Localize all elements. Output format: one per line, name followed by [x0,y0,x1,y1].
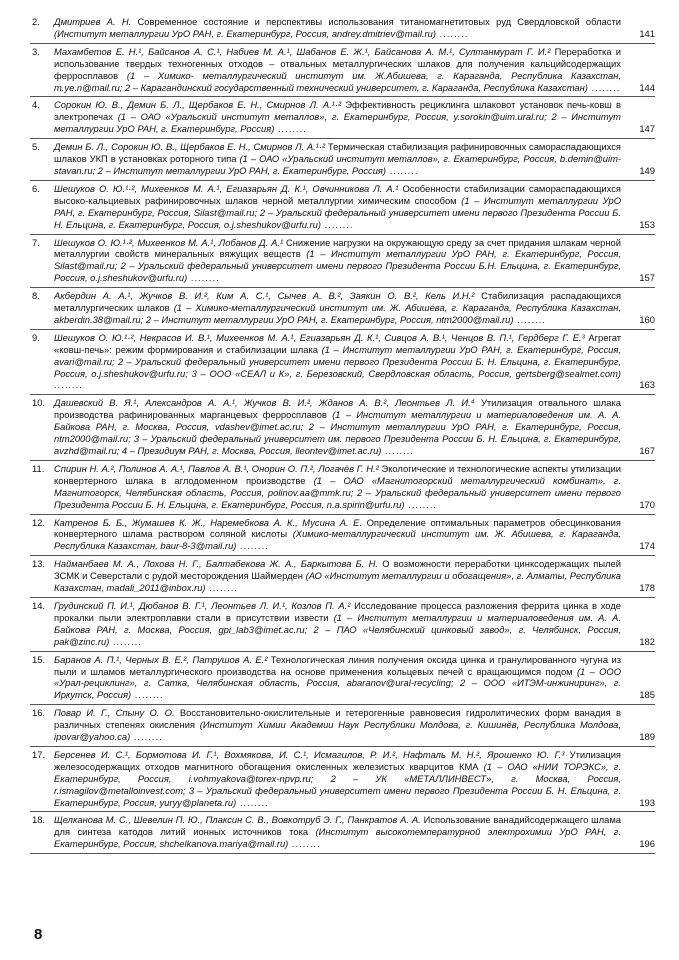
entry-authors: Найманбаев М. А., Лохова Н. Г., Балтабекова Ж. А., Баркытова Б. Н. [54,558,378,570]
toc-entry[interactable] [30,812,655,854]
entry-page: 141 [639,27,655,39]
dot-leader: ........ [513,313,546,325]
entry-authors: Берсенев И. С.¹, Бормотова И. Г.¹, Вохмякова, И. С.¹, Исмагилов, Р. И.², Нафталь М. Н.², Ярошенко Ю. Г.³ [54,748,565,760]
toc-entry[interactable] [30,461,655,515]
toc-entry[interactable] [30,556,655,598]
toc-entry[interactable] [30,598,655,652]
entry-number: 5. [32,141,40,153]
toc-entry[interactable] [30,235,655,289]
entry-page: 167 [639,445,655,456]
toc-entry[interactable] [30,652,655,706]
entry-title: Утилизация железосодержащих отходов магнитного обогащения окисленных железистых кварцитов КМА [54,748,622,772]
entry-page: 153 [639,218,655,230]
entry-authors: Акбердин А. А.¹, Жучков В. И.², Ким А. С.¹, Сычев А. В.², Заякин О. В.², Кель И.Н.² [54,290,475,302]
toc-entry[interactable] [30,288,655,330]
dot-leader: ........ [404,498,437,510]
entry-page: 170 [639,498,655,510]
entry-text [54,814,621,850]
entry-number: 13. [32,558,46,570]
entry-number: 16. [32,707,46,719]
entry-title: Экологические и технологические аспекты утилизации конвертерного шлака в аглодоменном производстве [54,462,621,486]
entry-authors: Демин Б. Л., Сорокин Ю. В., Щербаков Е. Н., Смирнов Л. А.¹·² [54,141,326,153]
entry-affiliation: (Химико-металлургический институт им. Ж. Абишева, г. Караганда, Республика Казахстан, baur-8-3@mail.ru) [54,528,622,552]
entry-title: Восстановительно-окислительные и гетерогенные равновесия гидролитических форм ванадия в различных степенях окисления [54,707,621,731]
entry-number: 11. [32,462,45,474]
entry-text [54,332,621,392]
dot-leader: ........ [130,731,163,743]
entry-page: 163 [639,379,655,391]
dot-leader: ........ [587,81,621,93]
entry-authors: Дашевский В. Я.¹, Александров А. А.¹, Жучков В. И.², Жданов А. В.², Леонтьев Л. И.⁴ [54,397,475,409]
entry-title: Эффективность рециклинга шлаковот установок печь-ковш в электропечах [54,99,621,123]
entry-number: 6. [32,182,40,194]
entry-title: Агрегат «ковш-печь»: режим формирования и стабилизации шлака [54,331,621,355]
entry-number: 7. [32,236,40,248]
entry-authors: Повар И. Г., Спыну О. О. [54,707,175,719]
entry-text [54,16,621,40]
toc-entry[interactable] [30,395,655,461]
entry-title: Технологическая линия получения оксида цинка и гранулированного чугуна из пыли и шламов металлургического производства на основе применения кольцевых печей с вращающимся подом [54,653,622,677]
entry-number: 12. [32,516,46,528]
entry-page: 196 [639,838,655,850]
dot-leader: ........ [54,379,83,391]
entry-text [54,749,621,809]
entry-authors: Сорокин Ю. В., Демин Б. Л., Щербаков Е. Н., Смирнов Л. А.¹·² [54,99,342,111]
entry-affiliation: (1 – Институт металлургии УрО РАН, г. Екатеринбург, Россия, Silast@mail.ru; 2 – Уральский федеральный университет имени первого Президента России Б. Н. Ельцина, г. Екатеринбург, Россия, o.j.sheshukov@urfu.ru) [54,194,621,230]
entry-title: О возможности переработки цинксодержащих пылей ЗСМК и Северстали с рудой месторождения Шаймерден [54,558,621,582]
entry-authors: Шешуков О. Ю.¹·², Михеенков М. А.¹, Лобанов Д. А.¹ [54,236,284,248]
entry-affiliation: (1 – Химико- металлургический институт им. Ж.Абишева, г. Караганда, Республика Казахстан, m.ye.n@mail.ru; 2 – Карагандинский государственный технический университет, г. Караганда, Республика Казахстан) [54,69,621,93]
entry-text [54,141,621,177]
entry-page: 189 [639,731,655,743]
entry-title: Использование ванадийсодержащего шлама для синтеза катодов литий ионных источников тока [54,814,622,838]
entry-title: Исследование процесса разложения феррита цинка в ходе прокалки пыли электроплавки стали в присутствии извести [54,599,621,623]
entry-number: 9. [32,331,40,343]
entry-affiliation: (1 – ООО «Урал-рециклинг», г. Сатка, Челябинская область, Россия, abaranov@ural-recycling; 2 – ООО «ИТЭМ-инжиниринг», г. Иркутск, Россия) [54,665,621,701]
entry-page: 144 [639,81,655,93]
entry-page: 185 [639,689,655,701]
entry-page: 147 [639,123,655,135]
entry-affiliation: (1 – ОАО «НИИ ТОРЭКС», г. Екатеринбург, Россия, i.vohmyakova@torex-npvp.ru; 2 – УК «МЕТАЛЛИНВЕСТ», г. Москва, Россия, r.ismagilov@metalloinvest.com; 3 – Уральский федеральный университет имени первого Президента России Б. Н. Ельцина, г. Екатеринбург, Россия, yuryy@planeta.ru) [54,760,621,808]
toc-entry[interactable] [30,139,655,181]
entry-affiliation: (1 – Институт металлургии и материаловедения им. А. А. Байкова РАН, г. Москва, Россия, gpi_lab3@imet.ac.ru; 2 – ПАО «Челябинский цинковый завод», г. Челябинск, Россия, pak@zinc.ru) [54,611,621,647]
entry-affiliation: (1 – ОАО «Уральский институт металлов», г. Екатеринбург, Россия, y.sorokin@uim.ural.ru; 2 – Институт металлургии УрО РАН, г. Екатеринбург, Россия) [54,111,621,135]
dot-leader: ........ [109,635,142,647]
dot-leader: ........ [320,218,354,230]
entry-page: 160 [639,313,655,325]
entry-authors: Махамбетов Е. Н.¹, Байсанов А. С.¹, Набиев М. А.¹, Шабанов Е. Ж.¹, Байсанова А. М.¹, Султанмурат Г. И.² [54,45,551,57]
toc-entry[interactable] [30,705,655,747]
entry-affiliation: (1 – Институт металлургии УрО РАН, г. Екатеринбург, Россия, Silast@mail.ru; 2 – Уральский федеральный университет имени первого Президента России Б.Н. Ельцина, г. Екатеринбург, Россия, o.j.sheshukov@urfu.ru) [54,248,621,284]
toc-entry[interactable] [30,181,655,235]
entry-page: 178 [639,582,655,594]
entry-text [54,463,621,511]
entry-affiliation: (1 – Институт металлургии и материаловедения им. А. А. Байкова РАН, г. Москва, Россия, vdashev@imet.ac.ru; 2 – Институт металлургии УрО РАН, г. Екатеринбург, Россия, ntm2000@mail.ru; 3 – Уральский федеральный университет им. первого Президента России Б. Н. Ельцина, г. Екатеринбург, avzhd@mail.ru; 4 – Президиум РАН, г. Москва, Россия, lleontev@imet.ac.ru) [54,409,621,456]
entry-page: 157 [639,272,655,284]
entry-number: 3. [32,45,40,57]
entry-authors: Шешуков О. Ю.¹·², Некрасов И. В.¹, Михеенков М. А.¹, Егиазарьян Д. К.¹, Сивцов А. В.¹, Ченцов В. П.¹, Гердберг Г. Е.³ [54,331,585,343]
entry-text [54,654,621,702]
entry-page: 182 [639,635,655,647]
entry-title: Утилизация отвального шлака производства рафинированных марганцевых ферросплавов [54,397,621,421]
entry-title: Переработка и использование твердых техногенных отходов – отвальных металлургических шлаков для получения кальцийсодержащих ферросплавов [54,45,622,81]
entry-page: 193 [639,796,655,808]
dot-leader: ........ [274,123,307,135]
dot-leader: ........ [236,796,269,808]
dot-leader: ........ [386,164,419,176]
toc-entry[interactable] [30,515,655,557]
entry-text [54,600,621,648]
entry-title: Современное состояние и перспективы использования титаномагнетитовых руд Свердловской области [137,16,621,27]
entry-title: Термическая стабилизация рафинировочных самораспадающихся шлаков УКП в установках роторного типа [54,141,621,165]
dot-leader: ........ [236,540,269,552]
page-number: 8 [34,926,43,943]
entry-title: Снижение нагрузки на окружающую среду за счет придания шлакам черной металлургии свойств минеральных вяжущих веществ [54,236,622,260]
entry-number: 8. [32,290,40,302]
entry-text [54,183,621,231]
entry-affiliation: (Институт металлургии УрО РАН, г. Екатеринбург, Россия, andrey.dmitriev@mail.ru) [54,27,436,39]
entry-page: 174 [639,540,655,552]
entry-authors: Спирин Н. А.², Полинов А. А.¹, Павлов А. В.¹, Онорин О. П.², Логачёв Г. Н.² [54,462,379,474]
dot-leader: ........ [205,582,238,594]
entry-number: 14. [32,599,46,611]
dot-leader: ........ [381,445,414,456]
entry-authors: Катренов Б. Б., Жумашев К. Ж., Наремебкова А. К., Мусина А. Е. [54,516,363,528]
entry-affiliation: (АО «Институт металлургии и обогащения», г. Алматы, Республика Казахстан, madali_2011@inbox.ru) [54,570,622,594]
entry-affiliation: (1 – ОАО «Магнитогорский металлургический комбинат», г. Магнитогорск, Челябинская область, Россия, polinov.aa@mmk.ru; 2 – Уральский федеральный университет имени первого Президента России Б. Н. Ельцина, г. Екатеринбург, Россия, n.a.spirin@urfu.ru) [54,474,621,510]
entry-text [54,558,621,594]
entry-affiliation: (1 – ОАО «Уральский институт металлов», г. Екатеринбург, Россия, b.demin@uim-stavan.ru; 2 – Институт металлургии УрО РАН, г. Екатеринбург, Россия) [54,153,622,176]
toc-entry[interactable] [30,330,655,396]
toc-entry[interactable] [30,97,655,139]
entry-authors: Шешуков О. Ю.¹·², Михеенков М. А.¹, Егиазарьян Д. К.¹, Овчинникова Л. А.¹ [54,182,399,194]
entry-page: 149 [639,164,655,176]
entry-title: Стабилизация распадающихся металлургических шлаков [54,290,621,314]
entry-text [54,517,621,553]
toc-entry[interactable] [30,747,655,813]
dot-leader: ........ [288,838,321,850]
entry-authors: Баранов А. П.¹, Черных В. Е.², Патрушов А. Е.² [54,653,268,665]
entry-text [54,99,621,135]
entry-number: 4. [32,99,40,111]
entry-affiliation: (Институт высокотемпературной электрохимии УрО РАН, г. Екатеринбург, Россия, shchelkanova.mariya@mail.ru) [54,826,621,850]
toc-entry[interactable] [30,14,655,44]
entry-number: 18. [32,814,46,826]
entry-affiliation: (Институт Химии Академии Наук Республики Молдова, г. Кишинёв, Республика Молдова, ipovar@yahoo.ca) [54,719,621,743]
entry-title: Определение оптимальных параметров обесцинкования конвертерного шлама раствором соляной кислоты [54,516,621,540]
entry-affiliation: (1 – Институт металлургии УрО РАН, г. Екатеринбург, Россия, avari@mail.ru; 2 – Уральский федеральный университет имени первого Президента России Б. Н. Ельцина, г. Екатеринбург, Россия, o.j.sheshukov@urfu.ru; 3 – ООО «СЕАЛ и К», г. Березовский, Свердловская область, Россия, gertsberg@sealmet.com) [54,343,621,379]
toc-entry[interactable] [30,44,655,98]
table-of-contents [30,14,655,854]
entry-authors: Дмитриев А. Н. [54,16,132,27]
entry-text [54,237,621,285]
entry-number: 10. [32,397,46,409]
dot-leader: ........ [187,272,220,284]
entry-affiliation: (1 – Химико-металлургический институт им. Ж. Абишева, г. Караганда, Республика Казахстан, akberdin.38@mail.ru; 2 – Институт металлургии УрО РАН, г. Екатеринбург, Россия, ntm2000@mail.ru) [54,302,621,325]
dot-leader: ........ [131,689,164,701]
entry-text [54,397,621,457]
entry-number: 15. [32,653,46,665]
dot-leader: ........ [436,27,469,39]
entry-authors: Грудинский П. И.¹, Дюбанов В. Г.¹, Леонтьев Л. И.¹, Козлов П. А.² [54,599,351,611]
entry-text [54,707,621,743]
entry-number: 2. [32,16,40,27]
entry-text [54,290,621,326]
entry-text [54,46,621,94]
entry-number: 17. [32,748,46,760]
entry-authors: Щелканова М. С., Шевелин П. Ю., Плаксин С. В., Вовкотруб Э. Г., Панкратов А. А. [54,814,421,826]
entry-title: Особенности стабилизации самораспадающихся высоко-кальциевых рафинировочных шлаков черной металлургии химическим способом [54,182,621,206]
